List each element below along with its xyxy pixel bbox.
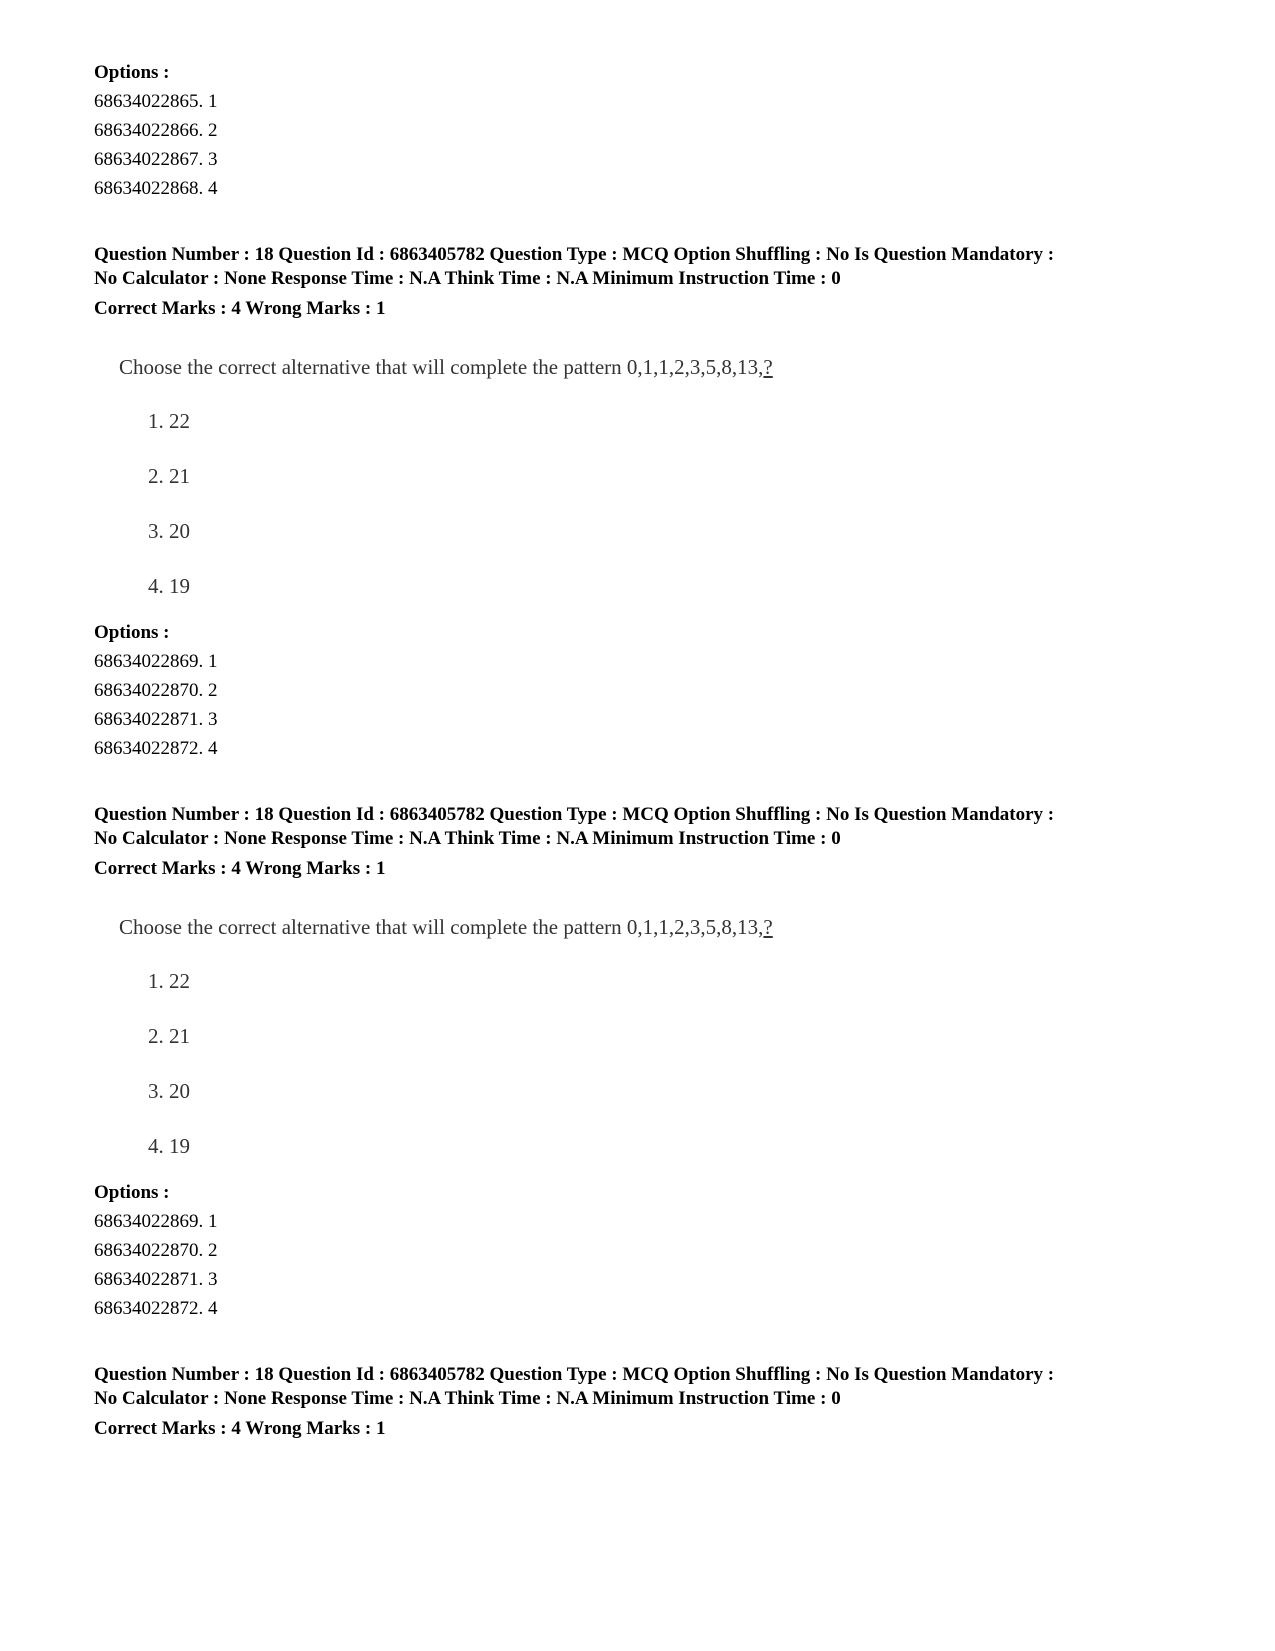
options-heading: Options : xyxy=(94,1182,170,1203)
document-page xyxy=(94,58,1204,1441)
option-line: 68634022871. 3 xyxy=(94,709,218,730)
choice-item: 3. 20 xyxy=(148,519,190,543)
choice-list xyxy=(148,967,1204,1160)
option-line: 68634022870. 2 xyxy=(94,1240,218,1261)
options-heading: Options : xyxy=(94,622,170,643)
option-line: 68634022870. 2 xyxy=(94,680,218,701)
question-meta-line2: No Calculator : None Response Time : N.A Think Time : N.A Minimum Instruction Time : 0 xyxy=(94,268,841,289)
choice-item: 4. 19 xyxy=(148,574,190,598)
choice-item: 4. 19 xyxy=(148,1134,190,1158)
option-line: 68634022872. 4 xyxy=(94,738,218,759)
option-line: 68634022872. 4 xyxy=(94,1298,218,1319)
question-text-body: Choose the correct alternative that will complete the pattern 0,1,1,2,3,5,8,13, xyxy=(119,355,764,379)
question-mark: ? xyxy=(763,915,773,939)
options-heading: Options : xyxy=(94,62,170,83)
question-marks: Correct Marks : 4 Wrong Marks : 1 xyxy=(94,1418,386,1439)
choice-item: 1. 22 xyxy=(148,409,190,433)
question-meta-line1: Question Number : 18 Question Id : 6863405782 Question Type : MCQ Option Shuffling : No Is Question Mandatory : xyxy=(94,1364,1055,1385)
question-mark: ? xyxy=(763,355,773,379)
options-block xyxy=(94,1178,1204,1323)
question-text-body: Choose the correct alternative that will complete the pattern 0,1,1,2,3,5,8,13, xyxy=(119,915,764,939)
question-block xyxy=(94,1363,1204,1441)
question-block xyxy=(94,243,1204,763)
choice-item: 1. 22 xyxy=(148,969,190,993)
question-meta-line1: Question Number : 18 Question Id : 6863405782 Question Type : MCQ Option Shuffling : No Is Question Mandatory : xyxy=(94,244,1055,265)
option-line: 68634022865. 1 xyxy=(94,91,218,112)
choice-item: 2. 21 xyxy=(148,464,190,488)
question-marks: Correct Marks : 4 Wrong Marks : 1 xyxy=(94,858,386,879)
question-image xyxy=(119,353,1204,600)
option-line: 68634022871. 3 xyxy=(94,1269,218,1290)
option-line: 68634022868. 4 xyxy=(94,178,218,199)
options-block-top xyxy=(94,58,1204,203)
option-line: 68634022867. 3 xyxy=(94,149,218,170)
question-meta-line2: No Calculator : None Response Time : N.A Think Time : N.A Minimum Instruction Time : 0 xyxy=(94,828,841,849)
question-meta-line2: No Calculator : None Response Time : N.A Think Time : N.A Minimum Instruction Time : 0 xyxy=(94,1388,841,1409)
options-block xyxy=(94,618,1204,763)
question-image xyxy=(119,913,1204,1160)
question-meta-line1: Question Number : 18 Question Id : 6863405782 Question Type : MCQ Option Shuffling : No Is Question Mandatory : xyxy=(94,804,1055,825)
choice-item: 3. 20 xyxy=(148,1079,190,1103)
option-line: 68634022869. 1 xyxy=(94,651,218,672)
question-text xyxy=(119,353,1204,381)
question-block xyxy=(94,803,1204,1323)
question-text xyxy=(119,913,1204,941)
choice-item: 2. 21 xyxy=(148,1024,190,1048)
option-line: 68634022866. 2 xyxy=(94,120,218,141)
option-line: 68634022869. 1 xyxy=(94,1211,218,1232)
choice-list xyxy=(148,407,1204,600)
question-marks: Correct Marks : 4 Wrong Marks : 1 xyxy=(94,298,386,319)
